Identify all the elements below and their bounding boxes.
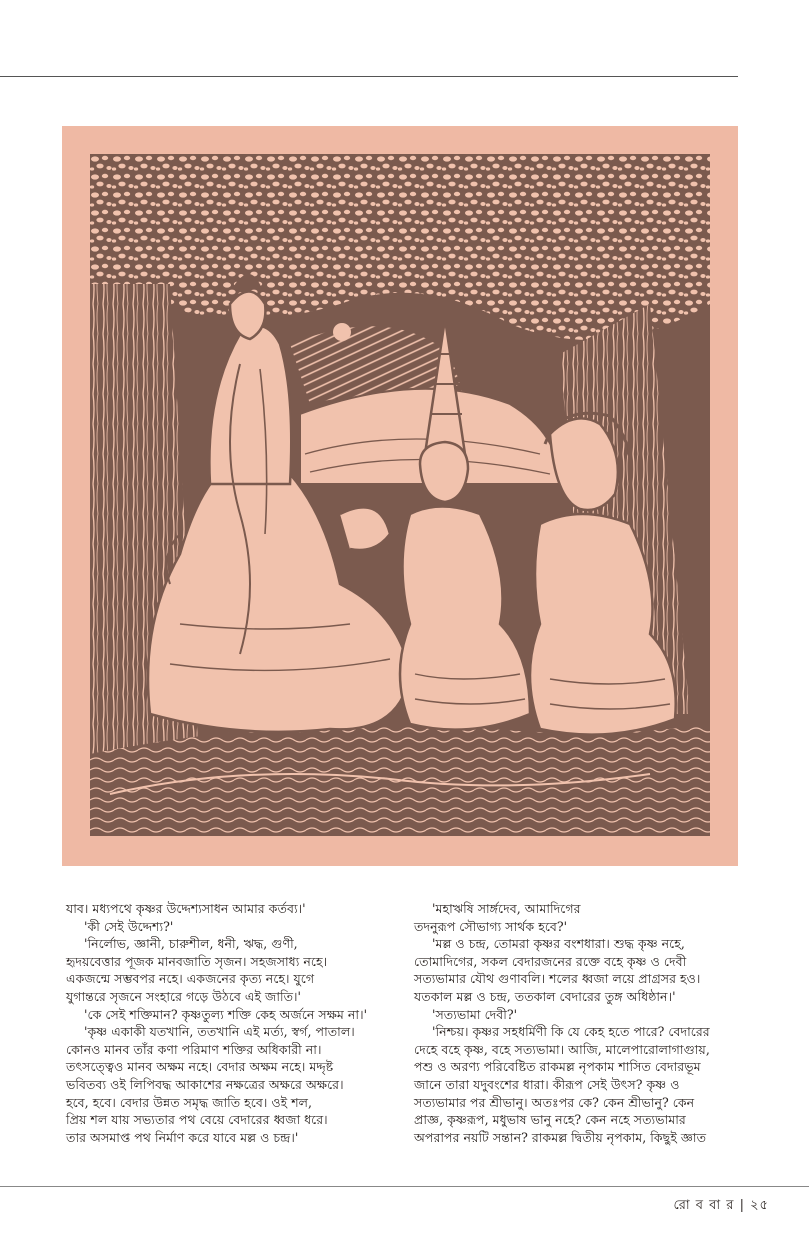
page-number: ২৫ [750, 1198, 769, 1213]
text-line: 'কে সেই শক্তিমান? কৃষ্ণতুল্য শক্তি কেহ অর্জনে সক্ষম না।' [84, 1006, 368, 1022]
text-line: দেহে বহে কৃষ্ণ, বহে সত্যভামা। আজি, মালেপারোলাগাগুায়, [414, 1041, 710, 1057]
text-line: সত্যভামার পর শ্রীভানু। অতঃপর কে? কেন শ্রীভানু? কেন [414, 1094, 695, 1110]
text-line: তদনুরূপ সৌভাগ্য সার্থক হবে?' [414, 918, 568, 934]
text-line: তার অসমাপ্ত পথ নির্মাণ করে যাবে মল্ল ও চন্দ্র।' [66, 1129, 299, 1145]
text-line: সত্যভামার যৌথ গুণাবলি। শলের ধ্বজা লয়ে প্রাগ্রসর হও। [414, 971, 701, 987]
text-line: 'সত্যভামা দেবী?' [432, 1006, 518, 1022]
text-line: হবে, হবে। বেদার উন্নত সমৃদ্ধ জাতি হবে। ওই শল, [66, 1094, 313, 1110]
text-line: যুগান্তরে সৃজনে সংহারে গড়ে উঠবে এই জাতি।' [66, 988, 301, 1004]
text-line: 'মহাঋষি সার্ঙ্গদেব, আমাদিগের [432, 901, 581, 916]
text-line: একজন্মে সম্ভবপর নহে। একজনের কৃত্য নহে। যুগে [66, 971, 315, 987]
illustration-frame [62, 126, 738, 866]
illustration-sage-and-disciples [90, 154, 710, 836]
text-line: প্রাজ্ঞ, কৃষ্ণরূপ, মধুভাষ ভানু নহে? কেন নহে সত্যভামার [414, 1112, 686, 1128]
text-line: 'কৃষ্ণ একাকী যতখানি, ততখানি এই মর্ত্য, স্বর্গ, পাতাল। [84, 1024, 355, 1040]
top-rule [0, 76, 738, 77]
text-line: হৃদয়বেত্তার পূজক মানবজাতি সৃজন। সহজসাধ্য নহে। [66, 953, 328, 969]
text-line: যতকাল মল্ল ও চন্দ্র, ততকাল বেদারের তুঙ্গ অধিষ্ঠান।' [414, 988, 676, 1004]
text-line: জানে তারা যদুবংশের ধারা। কীরূপ সেই উৎস? কৃষ্ণ ও [414, 1076, 680, 1092]
magazine-name: রো ব বা র [673, 1198, 735, 1213]
text-line: তোমাদিগের, সকল বেদারজনের রক্তে বহে কৃষ্ণ ও দেবী [414, 953, 687, 969]
left-text-column [66, 900, 396, 1146]
text-line: 'কী সেই উদ্দেশ্য?' [84, 918, 174, 934]
footer-separator: | [734, 1198, 751, 1213]
text-line: 'মল্ল ও চন্দ্র, তোমরা কৃষ্ণর বংশধারা। শুদ্ধ কৃষ্ণ নহে, [432, 936, 685, 952]
text-line: 'নির্লোভ, জ্ঞানী, চারুশীল, ধনী, ঋদ্ধ, গুণী, [84, 936, 298, 952]
text-line: যাব। মধ্যপথে কৃষ্ণর উদ্দেশ্যসাধন আমার কর্তব্য।' [66, 901, 306, 916]
text-line: পশু ও অরণ্য পরিবেষ্টিত রাকমল্ল নৃপকাম শাসিত বেদারভূম [414, 1059, 701, 1075]
text-line: অপরাপর নয়টি সন্তান? রাকমল্ল দ্বিতীয় নৃপকাম, কিছুই জ্ঞাত [414, 1129, 707, 1145]
text-line: ভবিতব্য ওই লিপিবদ্ধ আকাশের নক্ষত্রের অক্ষরে অক্ষরে। [66, 1076, 344, 1092]
text-line: 'নিশ্চয়। কৃষ্ণর সহধর্মিণী কি যে কেহ হতে পারে? বেদারের [432, 1024, 710, 1040]
text-line: কোনও মানব তাঁর কণা পরিমাণ শক্তির অধিকারী না। [66, 1041, 322, 1057]
footer-rule [0, 1186, 809, 1187]
page-footer [673, 1196, 769, 1217]
text-line: তৎসত্ত্বেও মানব অক্ষম নহে। বেদার অক্ষম নহে। মদ্দৃষ্ট [66, 1059, 334, 1075]
right-text-column [414, 900, 750, 1146]
text-line: প্রিয় শল যায় সভ্যতার পথ বেয়ে বেদারের ধ্বজা ধরে। [66, 1112, 328, 1128]
